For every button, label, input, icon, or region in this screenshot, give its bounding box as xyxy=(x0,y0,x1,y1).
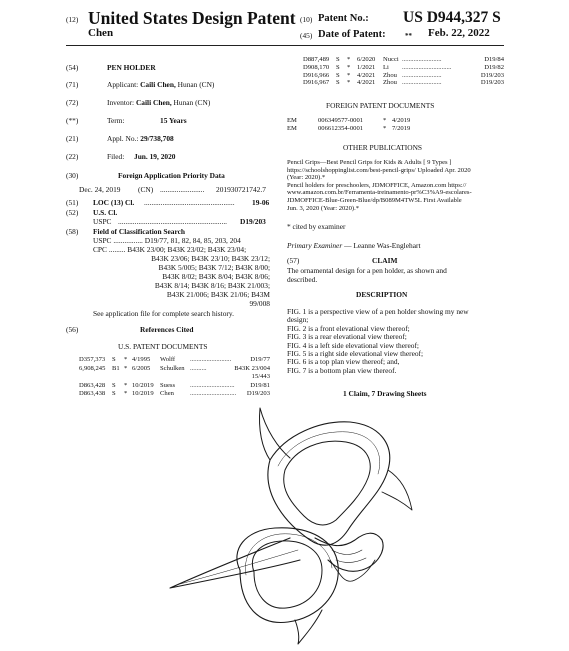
reference-name: Wolff xyxy=(160,356,176,363)
publication-line: JDMOFFICE-Blue-Green-Blue/dp/B089M4TW5L First Available xyxy=(287,197,462,204)
inventor-location: Hunan (CN) xyxy=(173,98,211,107)
publication-line: Jun. 3, 2020 (Year: 2020).* xyxy=(287,204,360,212)
appl-code: (21) xyxy=(66,134,79,143)
inventor-field xyxy=(107,98,210,107)
center-connector-detail xyxy=(332,550,366,562)
reference-star: * xyxy=(124,381,128,389)
priority-heading: Foreign Application Priority Data xyxy=(118,171,225,180)
date-marks: ** xyxy=(405,32,412,40)
reference-dots: ......................... xyxy=(190,356,232,363)
reference-date: 10/2019 xyxy=(132,381,154,389)
reference-date: 4/2021 xyxy=(357,71,376,79)
reference-name: Chen xyxy=(160,390,174,397)
reference-kind: S xyxy=(112,390,116,397)
document-title: United States Design Patent xyxy=(88,8,296,28)
appl-field xyxy=(107,134,174,143)
uspc-value: D19/203 xyxy=(240,217,266,226)
upper-loop-rim xyxy=(278,432,380,474)
description-heading: DESCRIPTION xyxy=(356,290,408,299)
reference-dots: ........................ xyxy=(402,79,442,87)
field-code: (58) xyxy=(66,227,79,236)
reference-dots: ............................ xyxy=(190,390,237,397)
applicant-location: Hunan (CN) xyxy=(177,80,215,89)
examiner-line xyxy=(287,241,421,250)
reference-kind: B1 xyxy=(112,364,120,372)
patent-no-label: Patent No.: xyxy=(318,13,369,24)
lower-loop-inner xyxy=(252,541,322,608)
reference-dots: .......... xyxy=(190,364,207,372)
reference-number: D887,489 xyxy=(303,56,330,63)
inventor-code: (72) xyxy=(66,98,79,107)
applicant-code: (71) xyxy=(66,80,79,89)
field-line: B43K 8/14; B43K 8/16; B43K 21/003; xyxy=(154,281,270,290)
reference-number: D863,438 xyxy=(79,390,106,397)
cited-note: * cited by examiner xyxy=(287,222,346,231)
reference-kind: S xyxy=(336,63,340,71)
publication-line: www.amazon.com.br/Ferramenta-treinamento-pr%C3%A9-escolares- xyxy=(287,189,472,197)
inventor-short: Chen xyxy=(88,27,114,39)
field-line: B43K 5/005; B43K 7/12; B43K 8/00; xyxy=(158,263,270,272)
appl-label: Appl. No.: xyxy=(107,134,139,143)
reference-star: * xyxy=(124,390,128,397)
term-label: Term: xyxy=(107,116,125,125)
reference-star: * xyxy=(124,364,128,372)
reference-number: D916,966 xyxy=(303,71,330,79)
loc-value: 19-06 xyxy=(252,198,270,207)
reference-number: 6,908,245 xyxy=(79,364,106,372)
foreign-office: EM xyxy=(287,125,297,132)
reference-kind: S xyxy=(112,356,116,363)
reference-date: 6/2005 xyxy=(132,364,151,372)
foreign-number: 006612354-0001 xyxy=(318,125,364,132)
foreign-date: 7/2019 xyxy=(392,125,411,132)
reference-class: D19/81 xyxy=(250,381,270,389)
us-docs-heading: U.S. PATENT DOCUMENTS xyxy=(118,342,208,351)
left-spike xyxy=(170,538,300,588)
reference-name: Suess xyxy=(160,381,176,389)
header-rule xyxy=(66,45,504,46)
field-line: USPC ................ D19/77, 81, 82, 84, 85, 203, 204 xyxy=(93,236,241,245)
applicant-name: Caili Chen, xyxy=(140,80,176,89)
reference-number: D357,373 xyxy=(79,356,106,363)
reference-star: * xyxy=(347,63,351,71)
reference-number: D916,967 xyxy=(303,79,330,87)
priority-code: (30) xyxy=(66,171,79,180)
term-code: (**) xyxy=(66,116,79,125)
reference-name: Zhou xyxy=(383,71,397,79)
foreign-date: 4/2019 xyxy=(392,117,411,124)
field-line: B43K 8/02; B43K 8/04; B43K 8/06; xyxy=(162,272,270,281)
loc-code: (51) xyxy=(66,198,79,207)
uspc-dots: ........................................................... xyxy=(118,217,228,226)
foreign-office: EM xyxy=(287,117,297,124)
foreign-heading: FOREIGN PATENT DOCUMENTS xyxy=(326,101,435,110)
date-label: Date of Patent: xyxy=(318,29,386,40)
publication-line: (Year: 2020).* xyxy=(287,174,326,182)
field-line: B43K 23/06; B43K 23/10; B43K 23/12; xyxy=(151,254,270,263)
description-line: FIG. 5 is a right side elevational view thereof; xyxy=(287,349,424,358)
uscl-code: (52) xyxy=(66,208,79,217)
priority-date: Dec. 24, 2019 xyxy=(79,185,121,194)
reference-class: D19/82 xyxy=(484,63,504,71)
uspc-label: USPC xyxy=(93,217,112,226)
reference-kind: S xyxy=(336,56,340,63)
title-code: (54) xyxy=(66,63,79,72)
upper-spike xyxy=(259,408,290,460)
reference-class: D19/203 xyxy=(480,79,504,87)
bottom-spike xyxy=(295,610,322,644)
reference-star: * xyxy=(124,356,128,363)
patent-no-code: (10) xyxy=(300,15,313,24)
inventor-label: Inventor: xyxy=(107,98,135,107)
uscl-label: U.S. Cl. xyxy=(93,208,118,217)
reference-date: 4/1995 xyxy=(132,356,151,363)
reference-number: D908,170 xyxy=(303,63,330,71)
connector-lower xyxy=(330,560,375,581)
publication-line: Pencil holders for preschoolers, JDMOFFICE, Amazon.com https:// xyxy=(287,181,467,189)
reference-class: D19/84 xyxy=(484,56,504,63)
reference-name: Nucci xyxy=(383,56,399,63)
filed-code: (22) xyxy=(66,152,79,161)
inventor-name: Caili Chen, xyxy=(135,98,172,107)
description-line: FIG. 6 is a top plan view thereof; and, xyxy=(287,357,400,367)
description-line: FIG. 7 is a bottom plan view thereof. xyxy=(287,365,397,375)
refs-code: (56) xyxy=(66,325,79,334)
applicant-field xyxy=(107,80,214,89)
reference-class: D19/77 xyxy=(250,356,270,363)
examiner-name: — Leanne Was-Englehart xyxy=(344,241,421,250)
claim-code: (57) xyxy=(287,256,300,265)
reference-class: B43K 23/004 xyxy=(234,364,270,372)
filed-label: Filed: xyxy=(107,152,125,161)
refs-heading: References Cited xyxy=(140,325,194,334)
reference-name: Zhou xyxy=(383,79,397,87)
applicant-label: Applicant: xyxy=(107,80,139,89)
reference-class: 15/443 xyxy=(251,373,270,380)
publication-line: https://schoolshoppinglist.com/best-pencil-grips/ Uploaded Apr. 2020 xyxy=(287,166,471,174)
reference-dots: .............................. xyxy=(402,63,452,71)
field-label: Field of Classification Search xyxy=(93,227,186,236)
reference-star: * xyxy=(347,56,351,63)
center-connector xyxy=(315,533,383,571)
reference-kind: S xyxy=(336,71,340,79)
claims-summary: 1 Claim, 7 Drawing Sheets xyxy=(343,389,427,398)
reference-kind: S xyxy=(336,79,340,87)
reference-dots: ........................... xyxy=(190,381,235,389)
description-line: design; xyxy=(287,315,309,325)
upper-loop-outer xyxy=(268,422,390,545)
reference-name: Schulken xyxy=(160,364,185,372)
patent-date: Feb. 22, 2022 xyxy=(428,27,490,39)
reference-dots: ........................ xyxy=(402,56,442,63)
foreign-number: 006349577-0001 xyxy=(318,117,364,124)
priority-dots: ........................ xyxy=(160,185,205,194)
reference-date: 6/2020 xyxy=(357,56,376,63)
reference-date: 4/2021 xyxy=(357,79,376,87)
reference-star: * xyxy=(347,79,351,87)
description-line: FIG. 3 is a rear elevational view thereof; xyxy=(287,332,407,342)
foreign-star: * xyxy=(383,117,387,124)
claim-heading: CLAIM xyxy=(372,256,398,265)
kind-code: (12) xyxy=(66,15,79,24)
reference-kind: S xyxy=(112,381,116,389)
date-code: (45) xyxy=(300,31,313,40)
design-title: PEN HOLDER xyxy=(107,63,156,72)
field-line: 99/008 xyxy=(249,299,270,308)
description-line: FIG. 1 is a perspective view of a pen holder showing my new xyxy=(287,307,469,316)
reference-star: * xyxy=(347,71,351,79)
foreign-star: * xyxy=(383,125,387,132)
reference-class: D19/203 xyxy=(480,71,504,79)
upper-loop-inner xyxy=(284,441,370,525)
examiner-label: Primary Examiner xyxy=(287,241,343,250)
reference-name: Li xyxy=(383,63,389,71)
claim-text-line: described. xyxy=(287,275,318,284)
description-line: FIG. 2 is a front elevational view thereof; xyxy=(287,323,410,333)
claim-text-line: The ornamental design for a pen holder, as shown and xyxy=(287,266,447,275)
field-note: See application file for complete search history. xyxy=(93,309,234,318)
pen-holder-perspective-drawing xyxy=(150,400,430,645)
priority-country: (CN) xyxy=(138,185,154,194)
reference-class: D19/203 xyxy=(246,390,270,397)
description-line: FIG. 4 is a left side elevational view thereof; xyxy=(287,340,419,350)
publication-line: Pencil Grips—Best Pencil Grips for Kids & Adults [ 9 Types ] xyxy=(287,159,452,166)
reference-dots: ........................ xyxy=(402,71,442,79)
loc-dots: ................................................. xyxy=(144,198,235,207)
patent-number: US D944,327 S xyxy=(403,9,501,26)
reference-number: D863,428 xyxy=(79,381,106,389)
reference-date: 1/2021 xyxy=(357,63,376,71)
term-value: 15 Years xyxy=(160,116,187,125)
other-heading: OTHER PUBLICATIONS xyxy=(343,143,423,152)
field-line: CPC ......... B43K 23/00; B43K 23/02; B43K 23/04; xyxy=(93,245,247,254)
loc-label: LOC (13) Cl. xyxy=(93,198,135,207)
filed-date: Jun. 19, 2020 xyxy=(134,152,176,161)
appl-number: 29/738,708 xyxy=(140,134,174,143)
reference-date: 10/2019 xyxy=(132,390,154,397)
priority-number: 201930721742.7 xyxy=(216,185,266,194)
field-line: B43K 21/006; B43K 21/06; B43M xyxy=(166,290,270,299)
